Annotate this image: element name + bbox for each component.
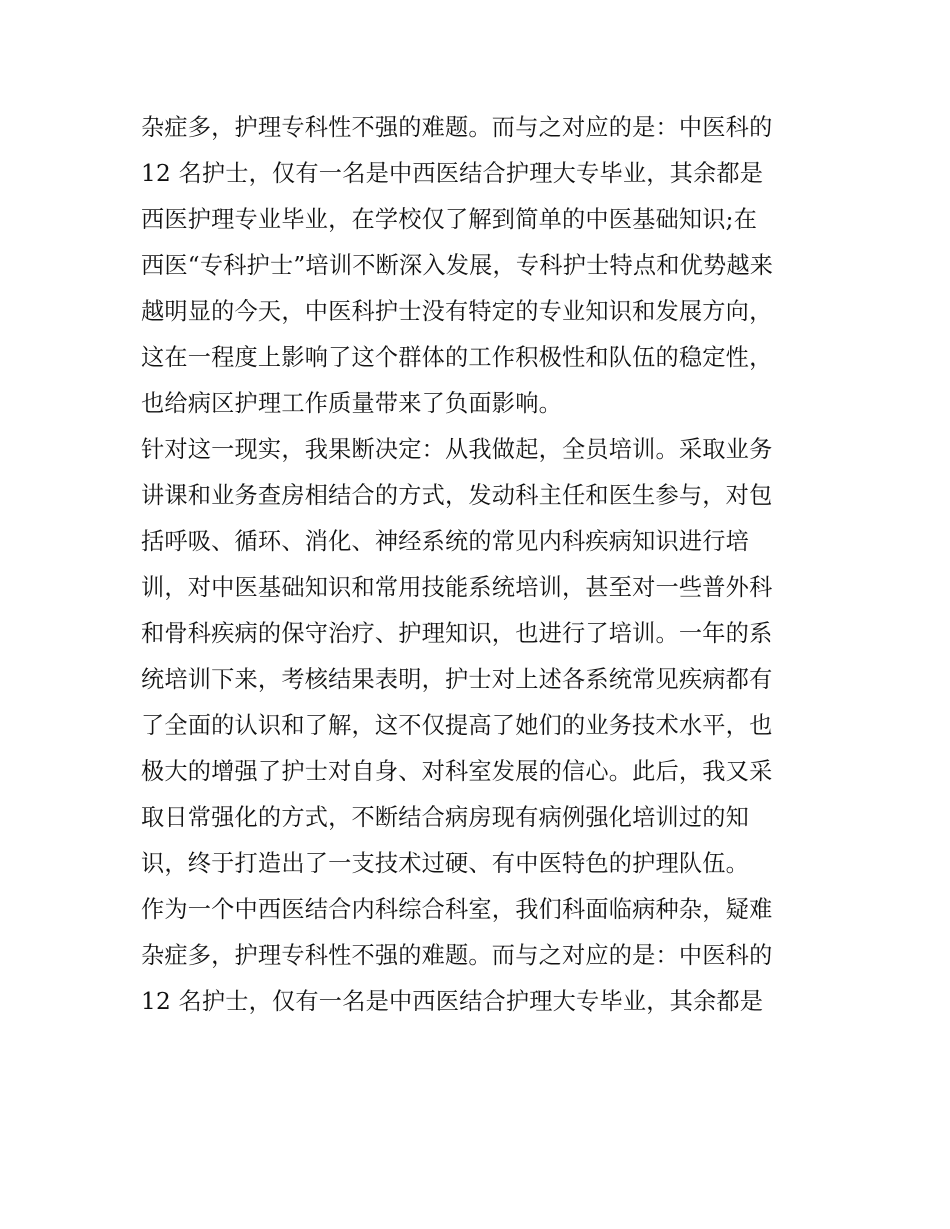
text-line: 识，终于打造出了一支技术过硬、有中医特色的护理队伍。 [141,850,750,877]
text-line: 极大的增强了护士对自身、对科室发展的信心。此后，我又采 [141,758,773,785]
text-line: 杂症多，护理专科性不强的难题。而与之对应的是：中医科的 [141,114,773,141]
text-line: 西医护理专业毕业，在学校仅了解到简单的中医基础知识;在 [141,206,758,233]
text-line: 括呼吸、循环、消化、神经系统的常见内科疾病知识进行培 [141,528,750,555]
text-line: 讲课和业务查房相结合的方式，发动科主任和医生参与，对包 [141,482,773,509]
text-line: 统培训下来，考核结果表明，护士对上述各系统常见疾病都有 [141,666,773,693]
text-line: 和骨科疾病的保守治疗、护理知识，也进行了培训。一年的系 [141,620,773,647]
body-text [141,105,821,1025]
text-line: 也给病区护理工作质量带来了负面影响。 [141,390,562,417]
text-line: 训，对中医基础知识和常用技能系统培训，甚至对一些普外科 [141,574,773,601]
text-line: 这在一程度上影响了这个群体的工作积极性和队伍的稳定性， [141,344,773,371]
text-line: 取日常强化的方式，不断结合病房现有病例强化培训过的知 [141,804,750,831]
text-line: 作为一个中西医结合内科综合科室，我们科面临病种杂，疑难 [141,896,773,923]
text-line: 西医“专科护士”培训不断深入发展，专科护士特点和优势越来 [141,252,774,279]
text-line: 杂症多，护理专科性不强的难题。而与之对应的是：中医科的 [141,942,773,969]
text-line: 越明显的今天，中医科护士没有特定的专业知识和发展方向， [141,298,773,325]
text-line: 了全面的认识和了解，这不仅提高了她们的业务技术水平，也 [141,712,773,739]
text-line: 12 名护士，仅有一名是中西医结合护理大专毕业，其余都是 [141,988,764,1015]
text-line: 针对这一现实，我果断决定：从我做起，全员培训。采取业务 [141,436,773,463]
text-line: 12 名护士，仅有一名是中西医结合护理大专毕业，其余都是 [141,160,764,187]
